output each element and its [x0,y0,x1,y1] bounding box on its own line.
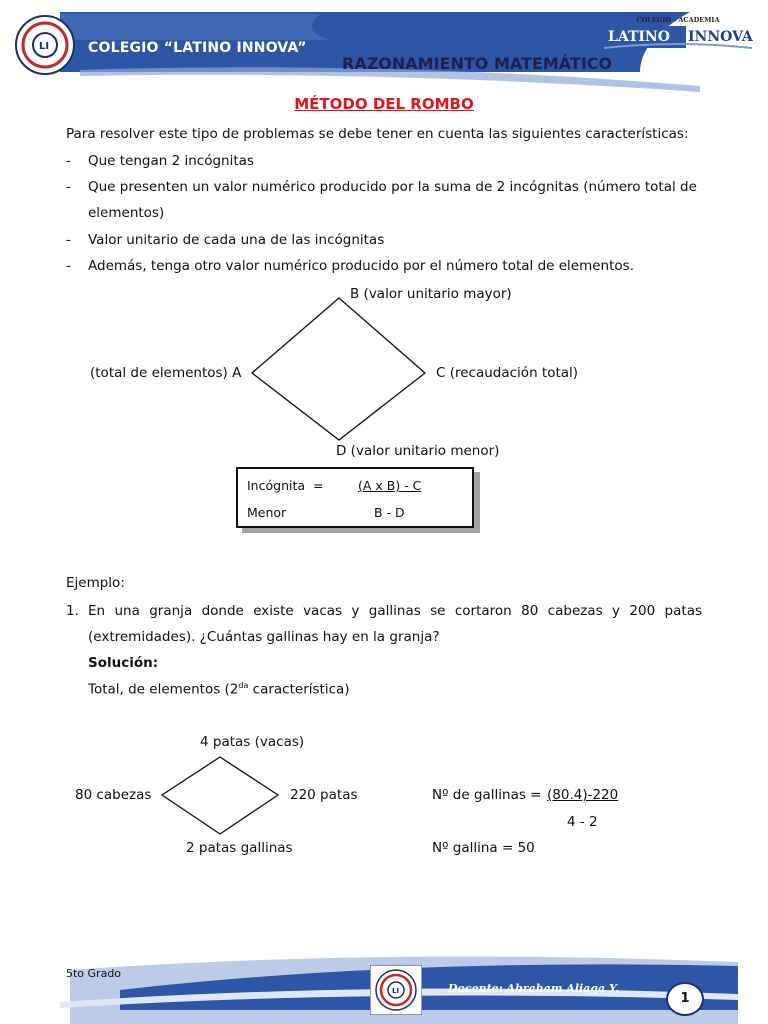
page-number: 1 [666,982,704,1016]
brand-logo-word1: LATINO [608,29,670,45]
solution-step-text-end: característica) [248,681,350,698]
feature-dash: - [66,179,71,195]
formula-numerator: (A x B) - C [358,478,422,493]
formula-equals: = [313,478,324,493]
formula-denominator: B - D [374,505,405,520]
footer-school-seal-logo [370,965,422,1015]
feature-2-cont: elementos) [88,205,165,221]
diagram1-bottom-label: D (valor unitario menor) [336,443,500,459]
brand-logo-word2: INNOVA [688,29,753,45]
diagram1-left-label: (total de elementos) A [90,365,242,381]
solution-step [88,681,350,698]
brand-logo-top: COLEGIO - ACADEMIA [636,16,720,24]
diagram1-right-label: C (recaudación total) [436,365,579,381]
solution-step-text: Total, de elementos (2 [88,681,239,698]
feature-dash: - [66,258,71,274]
example-heading: Ejemplo: [66,575,125,591]
page-title: MÉTODO DEL ROMBO [294,95,474,113]
solution-label: Solución: [88,655,159,671]
feature-4: Además, tenga otro valor numérico producido por el número total de elementos. [88,258,634,274]
answer-label: Nº de gallinas = [432,787,542,803]
svg-text:LI: LI [392,987,400,995]
brand-logo [604,16,752,52]
school-seal-logo [10,14,80,76]
example-problem-line2: (extremidades). ¿Cuántas gallinas hay en la granja? [88,629,440,645]
formula-box [236,467,474,528]
school-name: COLEGIO “LATINO INNOVA” [88,40,307,56]
svg-text:LI: LI [39,41,50,52]
teacher-name: Docente: Abraham Aliaga Y. [448,982,620,995]
answer-denominator: 4 - 2 [567,814,598,830]
formula-label-menor: Menor [247,505,287,520]
feature-dash: - [66,153,71,169]
feature-dash: - [66,232,71,248]
feature-3: Valor unitario de cada una de las incógnitas [88,232,385,248]
solution-step-sup: da [238,681,249,690]
feature-1: Que tengan 2 incógnitas [88,153,254,169]
course-title: RAZONAMIENTO MATEMÁTICO [342,54,613,73]
diagram2-top-label: 4 patas (vacas) [200,734,305,750]
grade-label: 5to Grado [66,967,122,980]
answer-numerator: (80.4)-220 [547,787,619,803]
diagram2-right-label: 220 patas [290,787,358,803]
diagram1-top-label: B (valor unitario mayor) [350,286,512,302]
intro-text: Para resolver este tipo de problemas se debe tener en cuenta las siguientes características: [66,126,689,142]
feature-2: Que presenten un valor numérico producido por la suma de 2 incógnitas (número total de [88,179,697,195]
formula-label-incognita: Incógnita [247,478,306,493]
example-problem-line1: En una granja donde existe vacas y gallinas se cortaron 80 cabezas y 200 patas [88,603,702,619]
diagram2-bottom-label: 2 patas gallinas [186,840,293,856]
diagram2-left-label: 80 cabezas [75,787,152,803]
answer-result: Nº gallina = 50 [432,840,535,856]
example-number: 1. [66,603,79,619]
